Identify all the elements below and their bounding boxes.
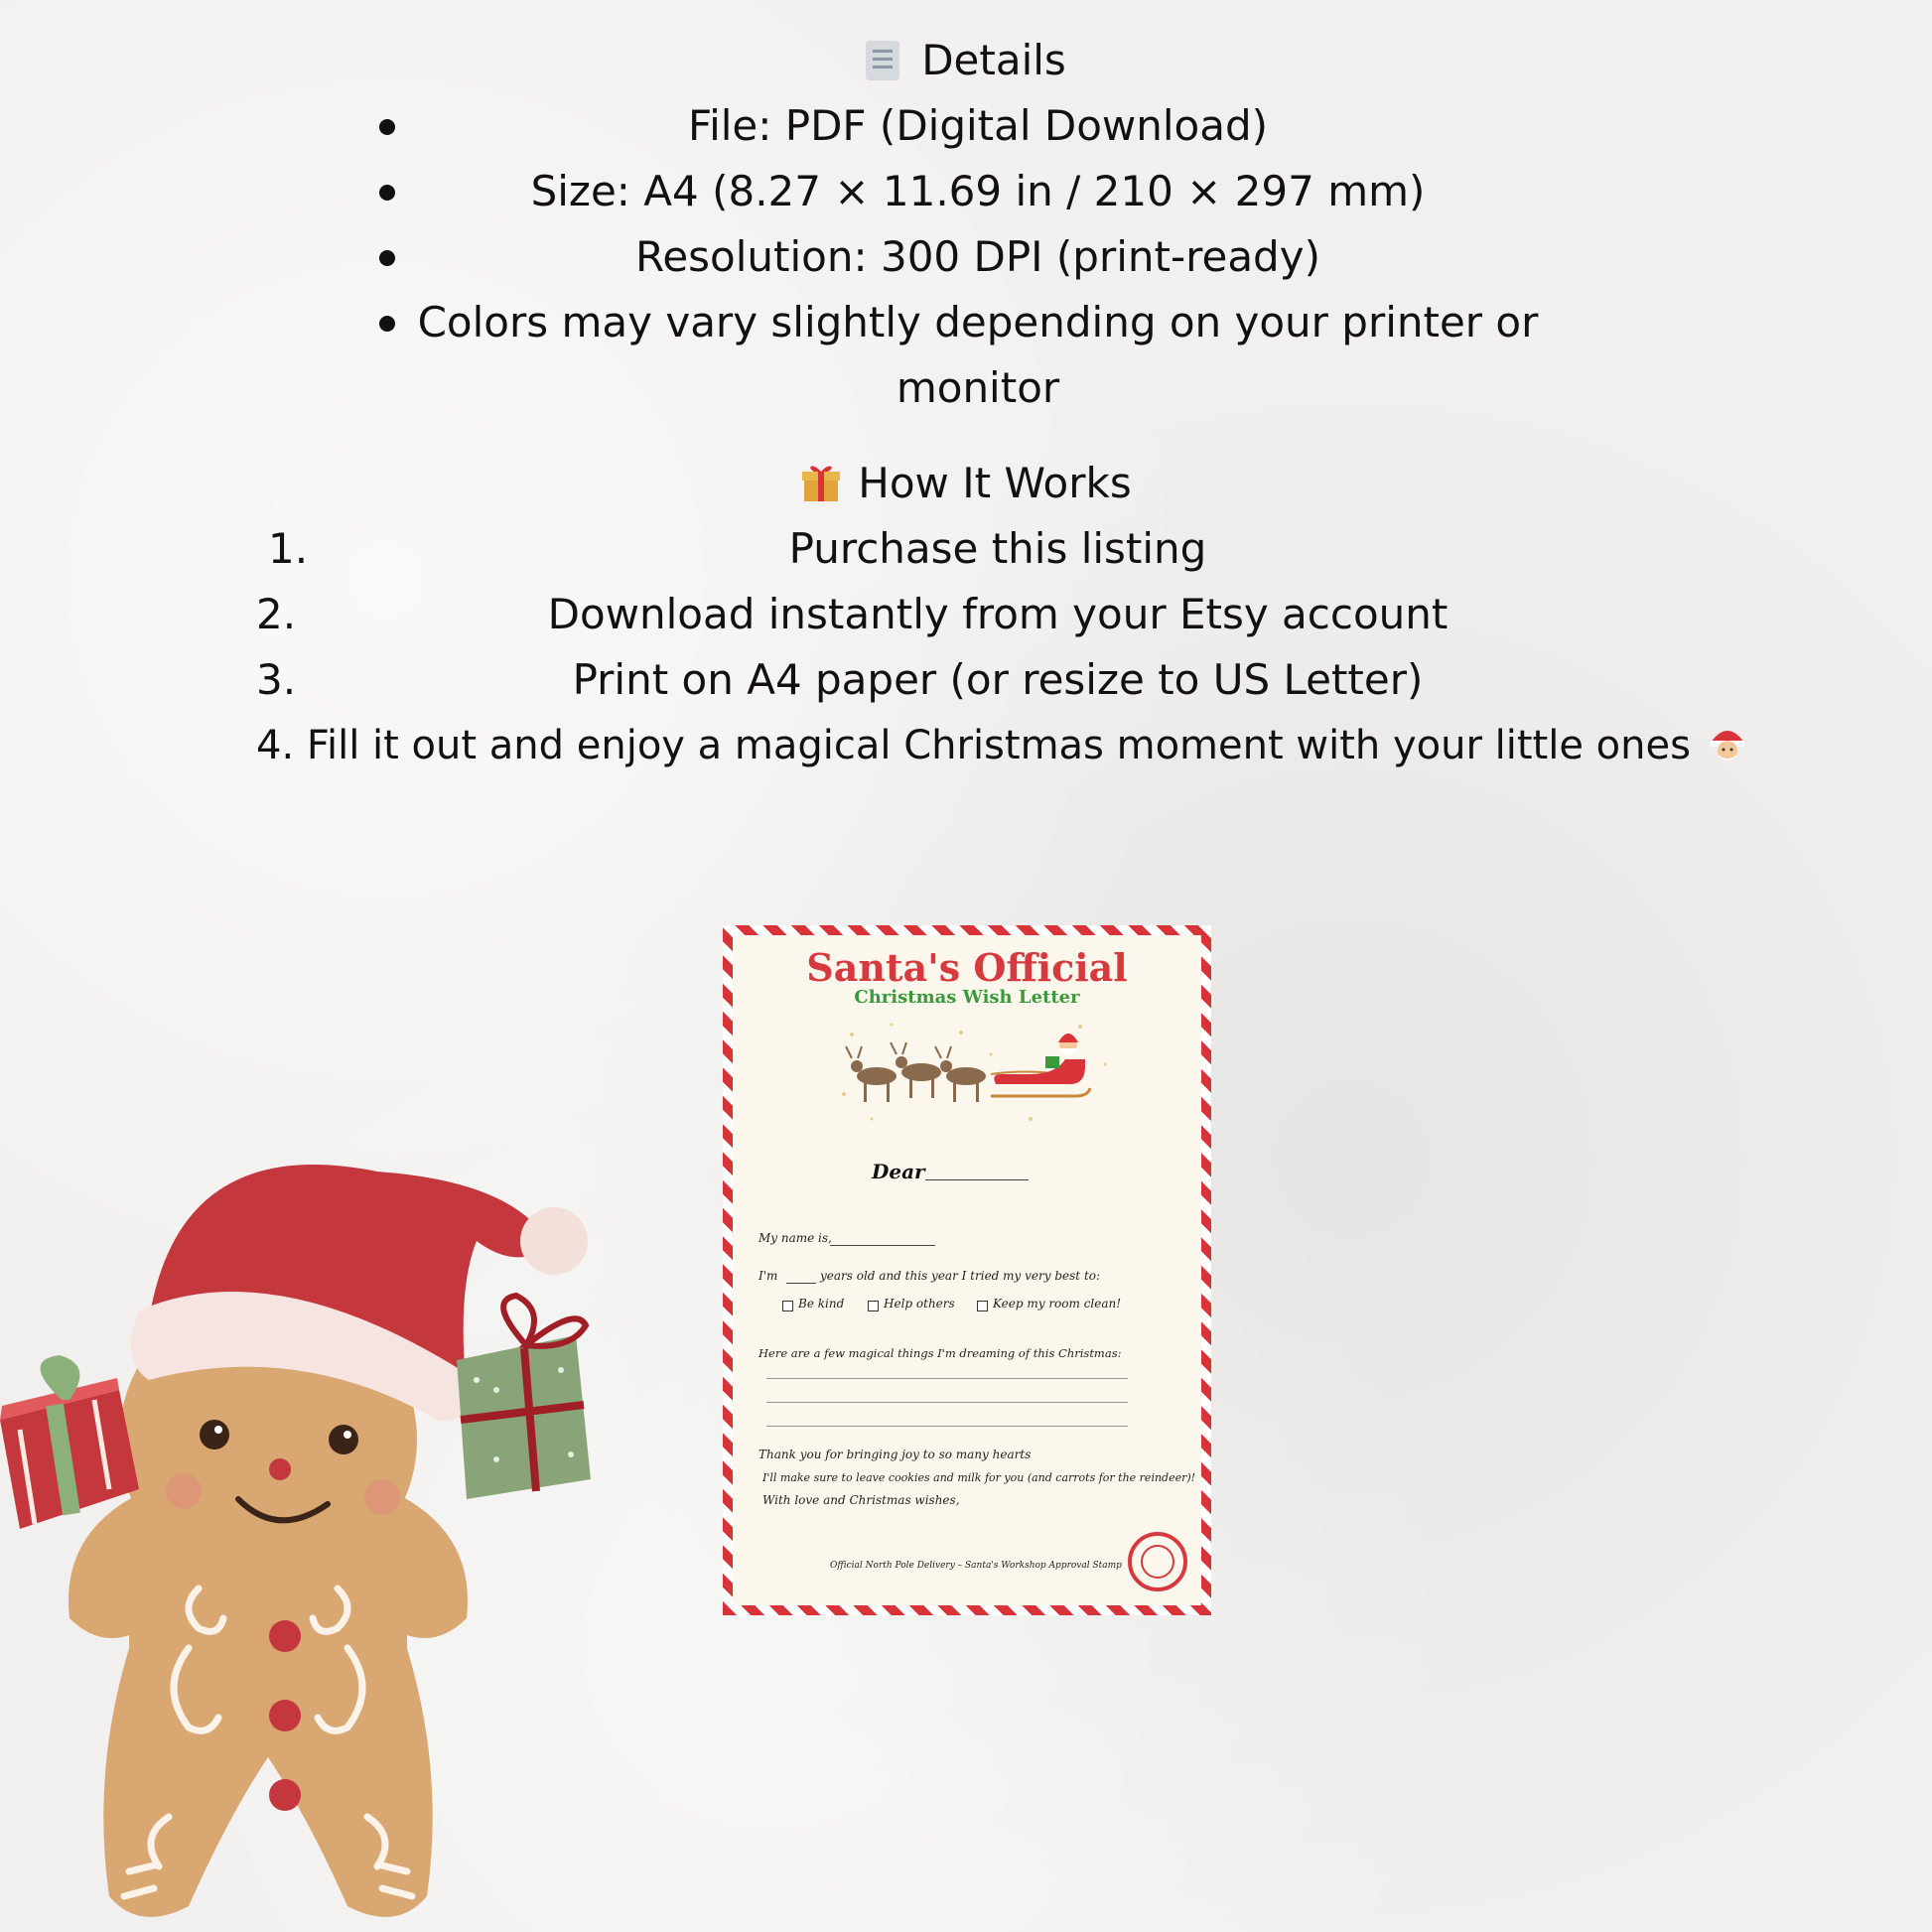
details-item-continued xyxy=(0,355,1932,421)
step-row xyxy=(0,582,1932,647)
step-number: 1. xyxy=(268,524,309,573)
step-text: Fill it out and enjoy a magical Christmas moment with your little ones xyxy=(306,723,1691,768)
age-blank-line xyxy=(786,1283,816,1284)
bullet-icon xyxy=(379,250,395,266)
bullet-icon xyxy=(379,316,395,332)
details-item-text: monitor xyxy=(896,363,1060,412)
details-item xyxy=(0,224,1932,290)
step-text: Download instantly from your Etsy account xyxy=(547,590,1449,638)
bullet-icon xyxy=(379,185,395,201)
details-item xyxy=(0,290,1932,355)
gift-icon xyxy=(800,462,842,503)
step-text: Purchase this listing xyxy=(788,524,1207,573)
letter-preview xyxy=(723,925,1211,1615)
how-it-works-heading: How It Works xyxy=(0,457,1932,510)
letter-paper xyxy=(733,935,1201,1605)
closing-line: Thank you for bringing joy to so many hearts xyxy=(759,1448,1032,1461)
details-heading: Details xyxy=(0,34,1932,87)
step-number: 4. xyxy=(256,723,295,768)
details-item xyxy=(0,93,1932,159)
checkbox-label: Be kind xyxy=(798,1297,845,1311)
name-blank-line xyxy=(830,1245,935,1246)
letter-subtitle: Christmas Wish Letter xyxy=(854,987,1080,1008)
checkbox-be-kind[interactable] xyxy=(782,1301,793,1311)
checkbox-label: Help others xyxy=(884,1297,955,1311)
closing-line: With love and Christmas wishes, xyxy=(762,1493,960,1507)
details-item-text: File: PDF (Digital Download) xyxy=(687,101,1269,150)
name-line-label: My name is, xyxy=(759,1231,832,1245)
step-text-full xyxy=(256,713,1745,778)
wish-line xyxy=(766,1426,1128,1427)
step-row xyxy=(0,516,1932,582)
age-line-label-a: I'm xyxy=(759,1269,778,1283)
age-line-label-b: years old and this year I tried my very best to: xyxy=(820,1269,1101,1283)
step-number: 2. xyxy=(256,590,297,638)
santa-stamp-icon xyxy=(1128,1532,1187,1591)
step-number: 3. xyxy=(256,655,297,704)
closing-line: I'll make sure to leave cookies and milk for you (and carrots for the reindeer)! xyxy=(762,1471,1196,1484)
letter-dear-label: Dear xyxy=(872,1160,925,1183)
details-item-text: Resolution: 300 DPI (print-ready) xyxy=(635,232,1320,281)
santa-sleigh-illustration xyxy=(832,1015,1120,1129)
details-item-text: Size: A4 (8.27 × 11.69 in / 210 × 297 mm) xyxy=(530,167,1426,215)
details-item xyxy=(0,159,1932,224)
dear-blank-line xyxy=(925,1179,1029,1180)
checkbox-help-others[interactable] xyxy=(868,1301,879,1311)
wishes-prompt: Here are a few magical things I'm dreaming of this Christmas: xyxy=(759,1346,1122,1360)
wish-line xyxy=(766,1378,1128,1379)
letter-footer: Official North Pole Delivery – Santa's Workshop Approval Stamp xyxy=(830,1561,1122,1571)
details-item-text: Colors may vary slightly depending on your printer or xyxy=(417,298,1539,346)
checkbox-keep-room-clean[interactable] xyxy=(977,1301,988,1311)
step-row xyxy=(0,647,1932,713)
gingerbread-man-illustration xyxy=(0,1062,596,1932)
step-row xyxy=(0,713,1932,778)
letter-title: Santa's Official xyxy=(806,945,1128,990)
checkbox-label: Keep my room clean! xyxy=(993,1297,1122,1311)
santa-face-icon xyxy=(1705,721,1750,766)
bullet-icon xyxy=(379,119,395,135)
document-icon xyxy=(866,41,899,80)
step-text: Print on A4 paper (or resize to US Letter) xyxy=(572,655,1424,704)
wish-line xyxy=(766,1402,1128,1403)
